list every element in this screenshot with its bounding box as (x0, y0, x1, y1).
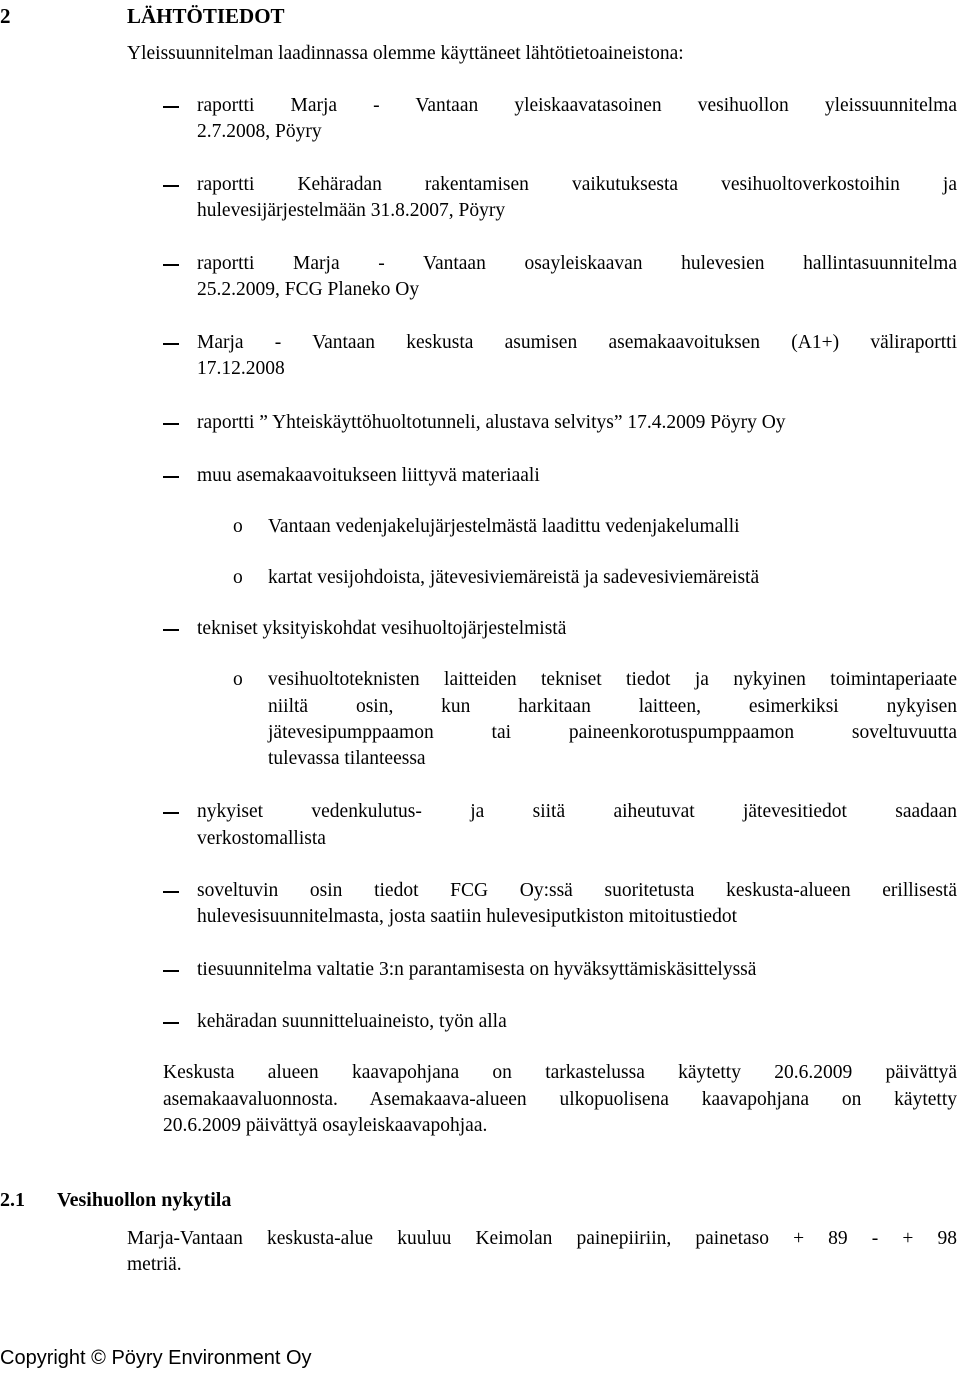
list-item-line: muu asemakaavoitukseen liittyvä materiaali (197, 465, 540, 486)
dash-bullet (163, 476, 179, 478)
list-item-line: raportti Kehäradan rakentamisen vaikutuksesta vesihuoltoverkostoihin ja (197, 174, 957, 195)
footer-copyright: Copyright © Pöyry Environment Oy (0, 1347, 312, 1369)
sub-list-item-line: Vantaan vedenjakelujärjestelmästä laadittu vedenjakelumalli (268, 516, 740, 537)
dash-bullet (163, 970, 179, 972)
list-item-line: 2.7.2008, Pöyry (197, 121, 322, 142)
list-item-line: tekniset yksityiskohdat vesihuoltojärjestelmistä (197, 618, 567, 639)
paragraph-line: Keskusta alueen kaavapohjana on tarkastelussa käytetty 20.6.2009 päivättyä (163, 1062, 957, 1083)
circle-bullet: o (233, 567, 243, 588)
list-item-line: soveltuvin osin tiedot FCG Oy:ssä suoritetusta keskusta-alueen erillisestä (197, 880, 957, 901)
dash-bullet (163, 185, 179, 187)
dash-bullet (163, 812, 179, 814)
list-item-line: raportti Marja - Vantaan yleiskaavatasoinen vesihuollon yleissuunnitelma (197, 95, 957, 116)
list-item-line: 25.2.2009, FCG Planeko Oy (197, 279, 420, 300)
sub-list-item-line: niiltä osin, kun harkitaan laitteen, esimerkiksi nykyisen (268, 696, 957, 717)
section-title: LÄHTÖTIEDOT (127, 4, 285, 28)
subsection-title: Vesihuollon nykytila (57, 1189, 232, 1211)
dash-bullet (163, 1022, 179, 1024)
list-item-line: raportti Marja - Vantaan osayleiskaavan hulevesien hallintasuunnitelma (197, 253, 957, 274)
subsection-number: 2.1 (0, 1189, 25, 1211)
dash-bullet (163, 343, 179, 345)
circle-bullet: o (233, 669, 243, 690)
list-item-line: Marja - Vantaan keskusta asumisen asemakaavoituksen (A1+) väliraportti (197, 332, 957, 353)
list-item-line: 17.12.2008 (197, 358, 285, 379)
paragraph-line: metriä. (127, 1254, 182, 1275)
list-item-line: kehäradan suunnitteluaineisto, työn alla (197, 1011, 507, 1032)
dash-bullet (163, 629, 179, 631)
section-number: 2 (0, 4, 11, 28)
dash-bullet (163, 264, 179, 266)
intro-text: Yleissuunnitelman laadinnassa olemme käyttäneet lähtötietoaineistona: (127, 43, 684, 64)
circle-bullet: o (233, 516, 243, 537)
list-item-line: tiesuunnitelma valtatie 3:n parantamisesta on hyväksyttämiskäsittelyssä (197, 959, 757, 980)
sub-list-item-line: kartat vesijohdoista, jätevesiviemäreistä ja sadevesiviemäreistä (268, 567, 760, 588)
list-item-line: raportti ” Yhteiskäyttöhuoltotunneli, alustava selvitys” 17.4.2009 Pöyry Oy (197, 412, 786, 433)
sub-list-item-line: vesihuoltoteknisten laitteiden tekniset tiedot ja nykyinen toimintaperiaate (268, 669, 957, 690)
paragraph-line: asemakaavaluonnosta. Asemakaava-alueen ulkopuolisena kaavapohjana on käytetty (163, 1089, 957, 1110)
list-item-line: nykyiset vedenkulutus- ja siitä aiheutuvat jätevesitiedot saadaan (197, 801, 957, 822)
dash-bullet (163, 891, 179, 893)
list-item-line: verkostomallista (197, 828, 326, 849)
dash-bullet (163, 423, 179, 425)
list-item-line: hulevesijärjestelmään 31.8.2007, Pöyry (197, 200, 506, 221)
list-item-line: hulevesisuunnitelmasta, josta saatiin hulevesiputkiston mitoitustiedot (197, 906, 737, 927)
dash-bullet (163, 106, 179, 108)
paragraph-line: Marja-Vantaan keskusta-alue kuuluu Keimolan painepiiriin, painetaso + 89 - + 98 (127, 1228, 957, 1249)
paragraph-line: 20.6.2009 päivättyä osayleiskaavapohjaa. (163, 1115, 488, 1136)
sub-list-item-line: jätevesipumppaamon tai paineenkorotuspumppaamon soveltuvuutta (268, 722, 957, 743)
sub-list-item-line: tulevassa tilanteessa (268, 748, 426, 769)
